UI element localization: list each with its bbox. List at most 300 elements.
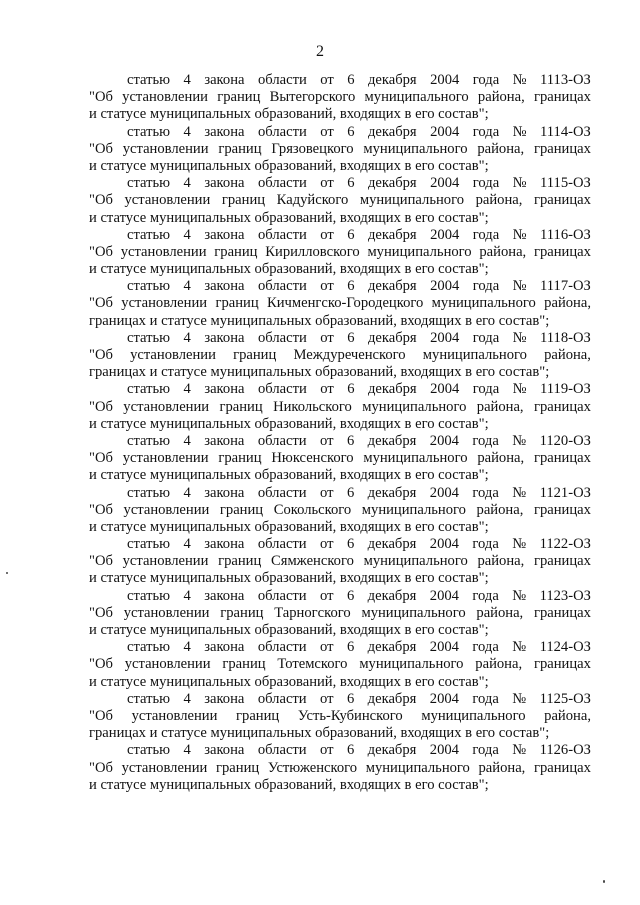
word: района, — [476, 604, 524, 621]
word: границ — [215, 295, 259, 312]
law-title-continuation-line: и статусе муниципальных образований, входящих в его состав"; — [89, 261, 489, 278]
article-reference-line — [89, 330, 591, 347]
word: декабря — [367, 536, 417, 553]
word: "Об — [89, 192, 113, 209]
word: от — [320, 381, 334, 398]
law-article-entry — [89, 124, 591, 176]
word: 2004 — [430, 381, 460, 398]
word: установлении — [121, 295, 208, 312]
word: установлении — [124, 192, 211, 209]
word: установлении — [123, 398, 210, 415]
word: 2004 — [430, 72, 460, 88]
word: "Об — [89, 140, 113, 157]
word: 4 — [183, 278, 191, 295]
word: декабря — [367, 278, 417, 295]
word: "Об — [89, 243, 113, 260]
word: границах — [533, 553, 591, 570]
word: закона — [204, 536, 245, 553]
word: года — [472, 123, 500, 140]
word: декабря — [367, 123, 417, 140]
word: установлении — [124, 656, 211, 673]
word: района, — [477, 140, 525, 157]
word: декабря — [367, 329, 417, 346]
word: 6 — [346, 432, 355, 449]
word: Кичменгско-Городецкого — [267, 295, 424, 312]
word: района, — [475, 192, 523, 209]
law-article-entry — [89, 588, 591, 640]
word: года — [472, 381, 500, 398]
word: Междуреченского — [293, 347, 406, 363]
law-title-line — [89, 347, 591, 364]
word: 6 — [347, 329, 355, 346]
word: муниципального — [361, 501, 466, 518]
law-title-continuation-line: и статусе муниципальных образований, входящих в его состав"; — [89, 570, 489, 587]
word: года — [472, 742, 499, 759]
word: 6 — [346, 639, 355, 656]
word: муниципального — [363, 450, 468, 467]
word: Вытегорского — [269, 89, 356, 106]
word: декабря — [367, 690, 417, 707]
word: 6 — [346, 484, 355, 501]
article-reference-line — [89, 691, 591, 708]
word: "Об — [89, 656, 113, 673]
word: "Об — [89, 398, 113, 415]
word: границах — [533, 656, 591, 673]
word: 2004 — [429, 742, 459, 759]
word: года — [472, 72, 500, 88]
law-title-line — [89, 760, 591, 777]
word: 2004 — [430, 123, 460, 140]
word: Кадуйского — [276, 192, 349, 209]
word: 4 — [183, 123, 191, 140]
word: 1117-ОЗ — [540, 278, 591, 295]
word: муниципального — [367, 243, 472, 260]
word: границах — [533, 192, 591, 209]
word: закона — [204, 123, 245, 140]
word: 1115-ОЗ — [540, 175, 591, 192]
word: 6 — [347, 72, 355, 88]
word: "Об — [89, 707, 113, 724]
law-article-entry — [89, 742, 591, 794]
word: № — [512, 690, 527, 707]
word: области — [257, 329, 307, 346]
word: года — [472, 639, 499, 656]
word: 4 — [183, 432, 191, 449]
word: Грязовецкого — [271, 140, 354, 157]
word: области — [257, 226, 307, 243]
word: декабря — [367, 175, 417, 192]
word: границ — [217, 89, 261, 106]
word: № — [512, 123, 527, 140]
word: № — [512, 742, 527, 759]
word: области — [257, 742, 307, 759]
word: статью — [127, 484, 171, 501]
word: 2004 — [430, 329, 460, 346]
word: установлении — [123, 604, 210, 621]
word: муниципального — [421, 707, 526, 724]
word: установлении — [123, 501, 210, 518]
word: района, — [478, 759, 526, 776]
law-title-continuation-line: и статусе муниципальных образований, входящих в его состав"; — [89, 518, 489, 535]
word: статью — [127, 432, 171, 449]
law-title-line — [89, 656, 591, 673]
word: № — [512, 587, 527, 604]
word: 6 — [347, 175, 355, 192]
word: границ — [218, 140, 262, 157]
law-title-continuation-line: границах и статусе муниципальных образований, входящих в его состав"; — [89, 364, 550, 381]
word: закона — [204, 690, 245, 707]
law-title-continuation-line: и статусе муниципальных образований, входящих в его состав"; — [89, 209, 489, 226]
word: закона — [204, 226, 245, 243]
word: декабря — [367, 742, 417, 759]
word: границ — [218, 553, 262, 570]
word: 2004 — [430, 226, 460, 243]
word: муниципального — [363, 553, 468, 570]
word: 2004 — [430, 175, 460, 192]
law-title-continuation-line: границах и статусе муниципальных образований, входящих в его состав"; — [89, 725, 550, 742]
word: Сокольского — [273, 501, 352, 518]
word: от — [320, 123, 334, 140]
word: от — [320, 690, 334, 707]
word: "Об — [89, 604, 113, 621]
word: границ — [216, 759, 260, 776]
word: года — [472, 329, 500, 346]
word: 4 — [183, 175, 191, 192]
law-title-continuation-line: границах и статусе муниципальных образований, входящих в его состав"; — [89, 312, 550, 329]
word: года — [472, 226, 500, 243]
word: от — [320, 278, 334, 295]
word: от — [320, 536, 334, 553]
law-title-line — [89, 399, 591, 416]
word: границах — [533, 501, 591, 518]
word: № — [512, 72, 527, 88]
word: закона — [204, 432, 245, 449]
law-article-entry — [89, 381, 591, 433]
word: от — [320, 175, 334, 192]
word: 2004 — [429, 639, 459, 656]
word: 6 — [346, 690, 355, 707]
word: закона — [204, 587, 245, 604]
word: "Об — [89, 553, 113, 570]
word: Никольского — [273, 398, 352, 415]
word: статью — [127, 226, 171, 243]
word: района, — [544, 347, 591, 363]
word: от — [320, 742, 334, 759]
law-article-entry — [89, 691, 591, 743]
word: закона — [204, 484, 245, 501]
word: Тотемского — [277, 656, 348, 673]
word: области — [257, 278, 307, 295]
article-reference-line — [89, 227, 591, 244]
word: установлении — [122, 89, 208, 106]
word: муниципального — [365, 759, 470, 776]
word: границ — [221, 192, 266, 209]
word: области — [257, 123, 307, 140]
word: границ — [233, 347, 277, 363]
word: границах — [533, 243, 591, 260]
word: закона — [204, 742, 245, 759]
law-article-entry — [89, 433, 591, 485]
document-body — [89, 72, 591, 794]
word: года — [472, 175, 500, 192]
word: статью — [127, 72, 171, 88]
word: области — [257, 587, 307, 604]
word: № — [512, 536, 527, 553]
word: статью — [127, 690, 171, 707]
word: границ — [236, 707, 280, 724]
word: района, — [544, 295, 591, 312]
word: области — [257, 381, 307, 398]
word: статью — [127, 175, 171, 192]
article-reference-line — [89, 742, 591, 759]
word: от — [320, 432, 334, 449]
word: "Об — [89, 501, 113, 518]
word: декабря — [367, 587, 417, 604]
word: муниципального — [422, 347, 527, 363]
word: Устюженского — [267, 759, 358, 776]
word: 1120-ОЗ — [539, 432, 591, 449]
word: 4 — [183, 690, 191, 707]
law-title-continuation-line: и статусе муниципальных образований, входящих в его состав"; — [89, 673, 489, 690]
word: границ — [219, 398, 263, 415]
word: закона — [204, 175, 245, 192]
word: района, — [477, 450, 525, 467]
word: Тарногского — [274, 604, 351, 621]
word: муниципального — [363, 140, 468, 157]
word: года — [472, 536, 499, 553]
word: 1113-ОЗ — [540, 72, 591, 88]
word: Кирилловского — [265, 243, 360, 260]
word: границах — [533, 89, 591, 106]
word: муниципального — [362, 398, 467, 415]
word: границ — [220, 604, 264, 621]
word: 4 — [183, 329, 191, 346]
word: года — [472, 484, 499, 501]
word: области — [257, 639, 307, 656]
word: декабря — [367, 72, 417, 88]
word: года — [472, 587, 499, 604]
word: от — [320, 226, 334, 243]
law-article-entry — [89, 330, 591, 382]
word: от — [320, 329, 334, 346]
law-title-line — [89, 89, 591, 106]
word: 2004 — [430, 278, 460, 295]
article-reference-line — [89, 175, 591, 192]
word: закона — [204, 329, 245, 346]
word: 1118-ОЗ — [540, 329, 591, 346]
word: статью — [127, 381, 171, 398]
word: 6 — [347, 123, 355, 140]
word: № — [512, 639, 527, 656]
word: района, — [475, 656, 523, 673]
law-title-line — [89, 141, 591, 158]
law-article-entry — [89, 175, 591, 227]
word: района, — [477, 89, 525, 106]
article-reference-line — [89, 124, 591, 141]
article-reference-line — [89, 278, 591, 295]
word: 2004 — [429, 587, 459, 604]
word: года — [472, 278, 500, 295]
word: 1126-ОЗ — [539, 742, 591, 759]
law-title-line — [89, 244, 591, 261]
word: района, — [476, 398, 524, 415]
word: границ — [218, 450, 262, 467]
word: статью — [127, 278, 171, 295]
law-title-line — [89, 708, 591, 725]
word: Нюксенского — [271, 450, 354, 467]
word: границах — [533, 450, 591, 467]
law-article-entry — [89, 639, 591, 691]
article-reference-line — [89, 381, 591, 398]
word: декабря — [367, 432, 417, 449]
law-title-continuation-line: и статусе муниципальных образований, входящих в его состав"; — [89, 157, 489, 174]
word: района, — [479, 243, 527, 260]
word: 6 — [346, 742, 355, 759]
word: 1114-ОЗ — [540, 123, 591, 140]
word: 2004 — [429, 484, 459, 501]
article-reference-line — [89, 536, 591, 553]
word: района, — [477, 553, 525, 570]
word: статью — [127, 587, 171, 604]
article-reference-line — [89, 639, 591, 656]
word: 2004 — [429, 432, 459, 449]
word: "Об — [89, 450, 113, 467]
word: границах — [533, 759, 591, 776]
word: установлении — [120, 243, 207, 260]
word: 1124-ОЗ — [539, 639, 591, 656]
word: № — [512, 381, 527, 398]
word: муниципального — [359, 656, 464, 673]
word: границах — [533, 604, 591, 621]
word: области — [257, 72, 307, 88]
law-title-line — [89, 502, 591, 519]
word: декабря — [367, 484, 417, 501]
word: № — [512, 432, 527, 449]
word: статью — [127, 536, 171, 553]
word: 1123-ОЗ — [539, 587, 591, 604]
word: года — [472, 432, 499, 449]
law-title-continuation-line: и статусе муниципальных образований, входящих в его состав"; — [89, 106, 489, 123]
law-article-entry — [89, 72, 591, 124]
article-reference-line — [89, 485, 591, 502]
word: 4 — [183, 639, 191, 656]
word: статью — [127, 123, 171, 140]
word: области — [257, 432, 307, 449]
word: 4 — [183, 742, 191, 759]
page-number: 2 — [316, 43, 324, 60]
word: установлении — [122, 553, 209, 570]
word: от — [320, 639, 334, 656]
word: № — [512, 175, 527, 192]
word: декабря — [367, 226, 417, 243]
word: 4 — [183, 72, 191, 88]
law-title-line — [89, 450, 591, 467]
word: 6 — [346, 536, 355, 553]
word: установлении — [131, 707, 218, 724]
word: района, — [544, 707, 591, 724]
word: 1122-ОЗ — [539, 536, 591, 553]
word: области — [257, 175, 307, 192]
word: закона — [204, 278, 245, 295]
word: муниципального — [431, 295, 536, 312]
word: 1121-ОЗ — [539, 484, 591, 501]
law-title-continuation-line: и статусе муниципальных образований, входящих в его состав"; — [89, 415, 489, 432]
word: 1119-ОЗ — [540, 381, 591, 398]
word: от — [320, 587, 334, 604]
word: "Об — [89, 295, 113, 312]
article-reference-line — [89, 433, 591, 450]
word: "Об — [89, 347, 113, 363]
word: от — [320, 484, 334, 501]
word: 1125-ОЗ — [539, 690, 591, 707]
law-title-line — [89, 295, 591, 312]
word: декабря — [367, 639, 417, 656]
law-title-line — [89, 605, 591, 622]
word: границ — [222, 656, 266, 673]
word: года — [472, 690, 499, 707]
word: муниципального — [359, 192, 464, 209]
word: границах — [533, 140, 591, 157]
word: установлении — [122, 140, 209, 157]
word: № — [512, 226, 527, 243]
word: статью — [127, 639, 171, 656]
law-article-entry — [89, 536, 591, 588]
word: 4 — [183, 226, 191, 243]
law-title-line — [89, 553, 591, 570]
article-reference-line — [89, 72, 591, 89]
word: Усть-Кубинского — [297, 707, 403, 724]
word: закона — [204, 72, 245, 88]
word: муниципального — [364, 89, 469, 106]
word: № — [512, 484, 527, 501]
word: границ — [214, 243, 258, 260]
word: района, — [476, 501, 524, 518]
law-article-entry — [89, 278, 591, 330]
word: установлении — [130, 347, 216, 363]
word: закона — [204, 381, 245, 398]
word: закона — [204, 639, 245, 656]
word: декабря — [367, 381, 417, 398]
word: 6 — [347, 226, 355, 243]
word: муниципального — [361, 604, 466, 621]
word: статью — [127, 329, 171, 346]
law-title-continuation-line: и статусе муниципальных образований, входящих в его состав"; — [89, 776, 489, 793]
word: "Об — [89, 89, 113, 106]
law-article-entry — [89, 485, 591, 537]
word: границ — [219, 501, 264, 518]
word: № — [512, 329, 527, 346]
law-title-continuation-line: и статусе муниципальных образований, входящих в его состав"; — [89, 622, 489, 638]
word: границах — [533, 398, 591, 415]
law-title-line — [89, 192, 591, 209]
word: 4 — [183, 536, 191, 553]
word: установлении — [121, 759, 208, 776]
word: 6 — [347, 381, 355, 398]
word: от — [320, 72, 334, 88]
word: 2004 — [429, 690, 459, 707]
word: области — [257, 536, 307, 553]
law-article-entry — [89, 227, 591, 279]
word: области — [257, 484, 307, 501]
scan-speck — [6, 572, 8, 574]
word: 6 — [346, 587, 355, 604]
word: области — [257, 690, 307, 707]
word: установлении — [122, 450, 209, 467]
law-title-continuation-line: и статусе муниципальных образований, входящих в его состав"; — [89, 467, 489, 484]
article-reference-line — [89, 588, 591, 605]
word: 4 — [183, 484, 191, 501]
word: 6 — [347, 278, 355, 295]
